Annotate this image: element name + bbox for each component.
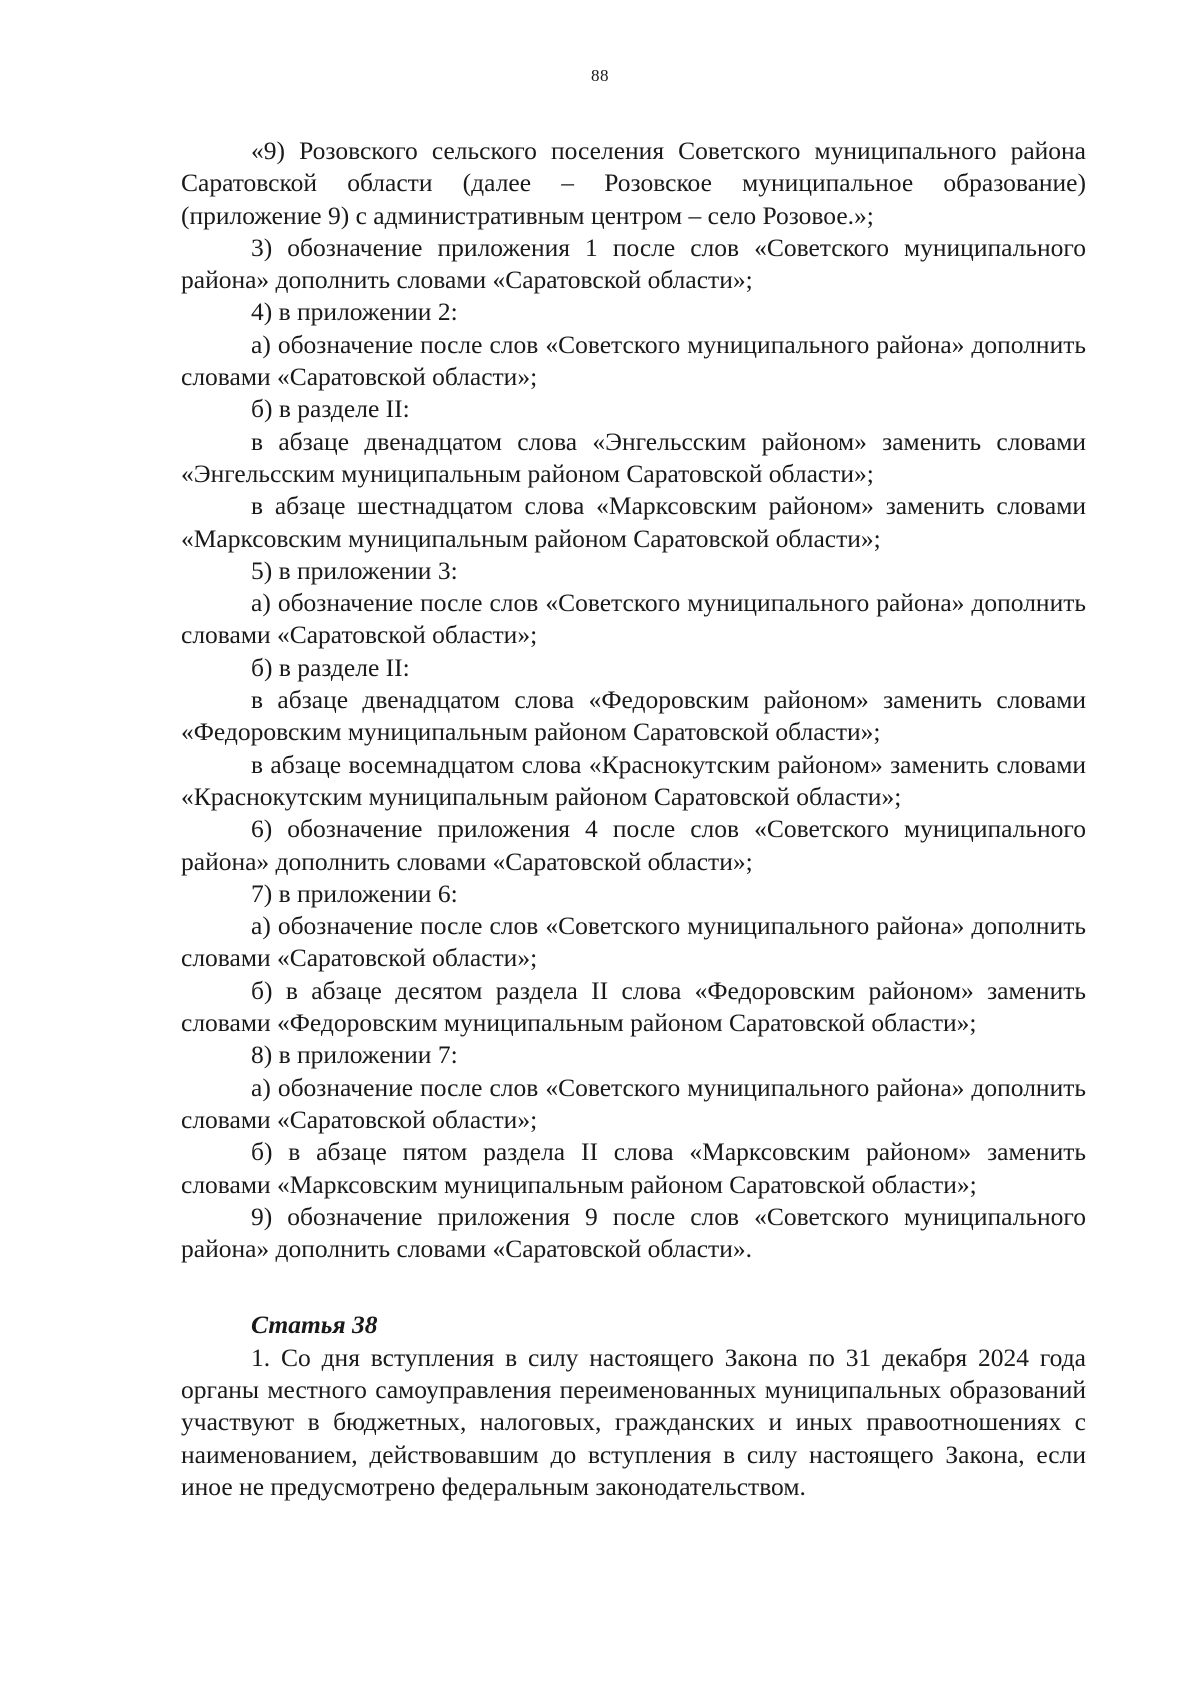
- paragraph: 4) в приложении 2:: [251, 297, 458, 327]
- paragraph: 5) в приложении 3:: [251, 555, 458, 585]
- paragraph: а) обозначение после слов «Советского муниципального района» дополнить словами «Саратовской области»;: [181, 1072, 1086, 1134]
- article-heading: Статья 38: [251, 1310, 378, 1340]
- paragraph: в абзаце шестнадцатом слова «Марксовским районом» заменить словами «Марксовским муниципальным районом Саратовской области»;: [181, 491, 1086, 553]
- paragraph: б) в абзаце десятом раздела II слова «Федоровским районом» заменить словами «Федоровским муниципальным районом Саратовской области»;: [181, 975, 1086, 1038]
- paragraph: 7) в приложении 6:: [251, 878, 458, 908]
- paragraph: «9) Розовского сельского поселения Советского муниципального района Саратовской области (далее – Розовское муниципальное образование) (приложение 9) с административным центром – село Розовое.»;: [181, 136, 1086, 230]
- paragraph: 9) обозначение приложения 9 после слов «Советского муниципального района» дополнить словами «Саратовской области».: [181, 1201, 1086, 1264]
- paragraph: а) обозначение после слов «Советского муниципального района» дополнить словами «Саратовской области»;: [181, 588, 1086, 650]
- paragraph: в абзаце двенадцатом слова «Энгельсским районом» заменить словами «Энгельсским муниципальным районом Саратовской области»;: [181, 426, 1086, 488]
- page-number: 88: [591, 66, 609, 85]
- paragraph: 8) в приложении 7:: [251, 1040, 458, 1070]
- paragraph: в абзаце восемнадцатом слова «Краснокутским районом» заменить словами «Краснокутским муниципальным районом Саратовской области»;: [181, 749, 1086, 811]
- article-paragraph: 1. Со дня вступления в силу настоящего Закона по 31 декабря 2024 года органы местного самоуправления переименованных муниципальных образований участвуют в бюджетных, налоговых, гражданских и иных правоотношениях с наименованием, действовавшим до вступления в силу настоящего Закона, если иное не предусмотрено федеральным законодательством.: [181, 1342, 1086, 1501]
- paragraph: 6) обозначение приложения 4 после слов «Советского муниципального района» дополнить словами «Саратовской области»;: [181, 814, 1086, 876]
- paragraph: 3) обозначение приложения 1 после слов «Советского муниципального района» дополнить словами «Саратовской области»;: [181, 232, 1086, 295]
- document-body: [181, 135, 1086, 1503]
- paragraph: а) обозначение после слов «Советского муниципального района» дополнить словами «Саратовской области»;: [181, 911, 1086, 973]
- paragraph: б) в разделе II:: [251, 394, 410, 424]
- paragraph: б) в абзаце пятом раздела II слова «Марксовским районом» заменить словами «Марксовским муниципальным районом Саратовской области»;: [181, 1137, 1086, 1199]
- paragraph: в абзаце двенадцатом слова «Федоровским районом» заменить словами «Федоровским муниципальным районом Саратовской области»;: [181, 685, 1086, 747]
- paragraph: б) в разделе II:: [251, 652, 410, 682]
- paragraph: а) обозначение после слов «Советского муниципального района» дополнить словами «Саратовской области»;: [181, 329, 1086, 392]
